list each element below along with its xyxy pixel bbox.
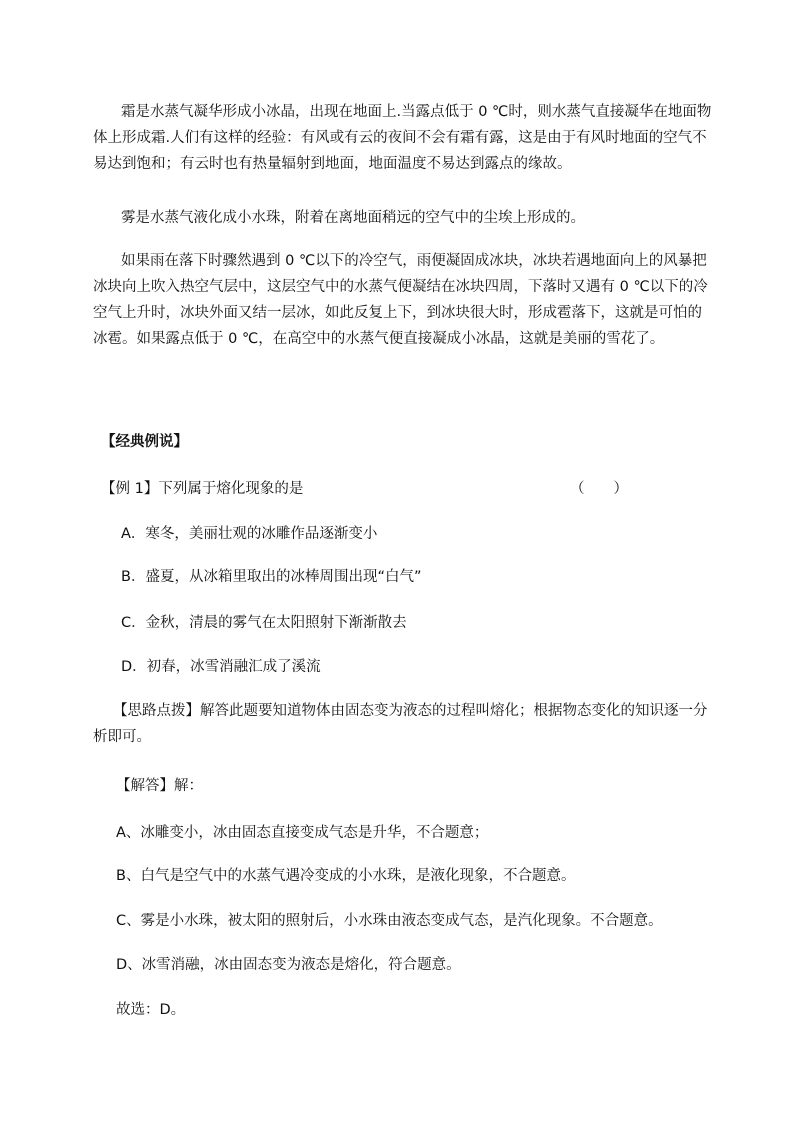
option-d: D．初春，冰雪消融汇成了溪流 xyxy=(121,659,321,675)
option-b: B．盛夏，从冰箱里取出的冰棒周围出现“白气” xyxy=(121,569,422,585)
conclusion: 故选：D。 xyxy=(116,1002,186,1018)
answer-d: D、冰雪消融，冰由固态变为液态是熔化，符合题意。 xyxy=(116,957,461,973)
answer-c: C、雾是小水珠，被太阳的照射后，小水珠由液态变成气态，是汽化现象。不合题意。 xyxy=(116,913,663,929)
section-heading: 【经典例说】 xyxy=(101,434,188,450)
paragraph-frost: 霜是水蒸气凝华形成小冰晶，出现在地面上.当露点低于 0 ℃时，则水蒸气直接凝华在地面物体上形成霜.人们有这样的经验：有风或有云的夜间不会有霜有露，这是由于有风时地面的空气不易达到饱和；有云时也有热量辐射到地面，地面温度不易达到露点的缘故。 xyxy=(93,104,712,172)
answer-blank: （ ） xyxy=(570,481,628,497)
option-a: A．寒冬，美丽壮观的冰雕作品逐渐变小 xyxy=(121,526,378,542)
option-c: C．金秋，清晨的雾气在太阳照射下渐渐散去 xyxy=(121,615,407,631)
paragraph-fog: 雾是水蒸气液化成小水珠，附着在离地面稍远的空气中的尘埃上形成的。 xyxy=(121,210,585,226)
paragraph-hail-snow: 如果雨在落下时骤然遇到 0 ℃以下的冷空气，雨便凝固成冰块，冰块若遇地面向上的风暴把冰块向上吹入热空气层中，这层空气中的水蒸气便凝结在冰块四周，下落时又遇有 0 ℃以下的冷空气上升时，冰块外面又结一层冰，如此反复上下，到冰块很大时，形成雹落下，这就是可怕的冰雹。如果露点低于 0 ℃，在高空中的水蒸气便直接凝成小冰晶，这就是美丽的雪花了。 xyxy=(93,253,708,347)
answer-label: 【解答】解： xyxy=(116,778,203,794)
answer-b: B、白气是空气中的水蒸气遇冷变成的小水珠，是液化现象，不合题意。 xyxy=(116,868,576,884)
hint-paragraph: 【思路点拨】解答此题要知道物体由固态变为液态的过程叫熔化；根据物态变化的知识逐一分析即可。 xyxy=(93,703,708,745)
answer-a: A、冰雕变小，冰由固态直接变成气态是升华，不合题意； xyxy=(116,825,489,841)
question-text: 【例 1】下列属于熔化现象的是 xyxy=(101,481,304,497)
